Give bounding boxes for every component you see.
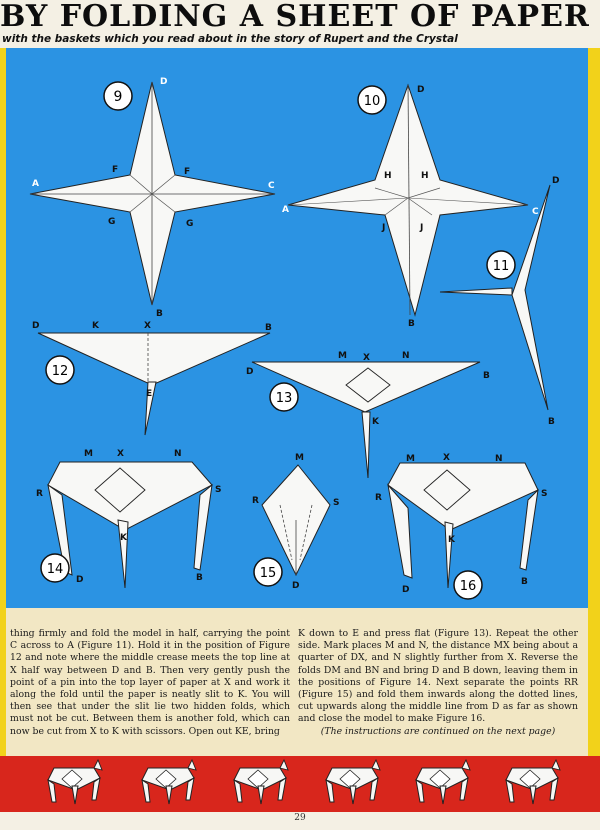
point-label: B: [521, 577, 528, 587]
body-column-left: thing firmly and fold the model in half, carrying the point C across to A (Figure 11). Hold it in the position of Figure 12 and note where the middle crease meets the top line at X half way between D and B. Then very gently push the point of a pin into the top layer of paper at X and work it along the fold until the paper is neatly slit to K. You will then see that under the slit lie two hidden folds, which must not be cut. Between them is another fold, which can now be cut from X to K with scissors. Open out KE, bring: [10, 628, 290, 737]
figure-11: [440, 176, 559, 427]
point-label: R: [36, 489, 43, 499]
point-label: F: [184, 167, 191, 177]
point-label: A: [32, 179, 39, 189]
point-label: C: [532, 207, 539, 217]
point-label: C: [268, 181, 275, 191]
point-label: B: [156, 309, 163, 319]
point-label: J: [382, 223, 386, 233]
point-label: B: [265, 323, 272, 333]
point-label: X: [363, 353, 370, 363]
point-label: N: [495, 454, 503, 464]
figure-number: 12: [51, 364, 69, 379]
point-label: D: [402, 585, 410, 595]
elephant-icon: [48, 760, 102, 804]
figure-number: 9: [113, 89, 123, 105]
figure-number: 11: [492, 259, 510, 274]
figure-number: 10: [363, 94, 381, 109]
figure-14: [36, 449, 221, 588]
point-label: B: [196, 573, 203, 583]
point-label: X: [117, 449, 124, 459]
page-title: BY FOLDING A SHEET OF PAPER: [0, 0, 590, 34]
point-label: D: [292, 581, 300, 591]
point-label: G: [108, 217, 116, 227]
point-label: S: [333, 498, 340, 508]
point-label: B: [548, 417, 555, 427]
figure-number: 15: [259, 566, 277, 581]
point-label: D: [76, 575, 84, 585]
point-label: K: [448, 535, 455, 545]
point-label: N: [402, 351, 410, 361]
point-label: K: [372, 417, 379, 427]
point-label: K: [92, 321, 99, 331]
point-label: D: [160, 77, 168, 87]
figure-number: 13: [275, 391, 293, 406]
point-label: S: [541, 489, 548, 499]
point-label: R: [252, 496, 259, 506]
point-label: A: [282, 205, 289, 215]
point-label: G: [186, 219, 194, 229]
figure-number: 14: [46, 562, 64, 577]
point-label: B: [483, 371, 490, 381]
point-label: M: [84, 449, 93, 459]
point-label: M: [338, 351, 347, 361]
elephant-icon: [142, 760, 196, 804]
elephant-icon: [326, 760, 380, 804]
point-label: D: [32, 321, 40, 331]
footer-illustration-band: [0, 756, 600, 812]
page-subtitle: with the baskets which you read about in the story of Rupert and the Crystal: [2, 33, 458, 45]
point-label: D: [246, 367, 254, 377]
point-label: E: [146, 389, 153, 399]
figure-number: 16: [459, 579, 477, 594]
point-label: R: [375, 493, 382, 503]
body-column-right: [298, 628, 578, 738]
figure-16: [375, 453, 547, 599]
folding-diagrams: [6, 48, 588, 608]
figure-12: [32, 321, 272, 435]
point-label: M: [295, 453, 304, 463]
diagram-panel: [6, 48, 588, 608]
figure-13: [246, 351, 490, 478]
page-number: 29: [294, 813, 306, 823]
point-label: X: [144, 321, 151, 331]
point-label: J: [420, 223, 424, 233]
elephant-icon: [234, 760, 288, 804]
point-label: H: [421, 171, 429, 181]
point-label: B: [408, 319, 415, 329]
point-label: D: [417, 85, 425, 95]
point-label: K: [120, 533, 127, 543]
yellow-border-right: [588, 48, 600, 756]
elephant-row: [0, 756, 600, 812]
elephant-icon: [506, 760, 560, 804]
point-label: D: [552, 176, 560, 186]
point-label: M: [406, 454, 415, 464]
point-label: F: [112, 165, 119, 175]
point-label: H: [384, 171, 392, 181]
point-label: N: [174, 449, 182, 459]
figure-9: [30, 77, 275, 319]
continued-note: (The instructions are continued on the next page): [320, 725, 556, 737]
elephant-icon: [416, 760, 470, 804]
point-label: X: [443, 453, 450, 463]
figure-15: [252, 453, 339, 591]
body-column-right-text: K down to E and press flat (Figure 13). Repeat the other side. Mark places M and N, the distance MX being about a quarter of DX, and N slightly further from X. Reverse the folds DM and BN and bring D and B down, leaving them in the positions of Figure 14. Next separate the points RR (Figure 15) and fold them inwards along the dotted lines, cut upwards along the middle line from D as far as shown and close the model to make Figure 16.: [298, 628, 578, 725]
point-label: S: [215, 485, 222, 495]
